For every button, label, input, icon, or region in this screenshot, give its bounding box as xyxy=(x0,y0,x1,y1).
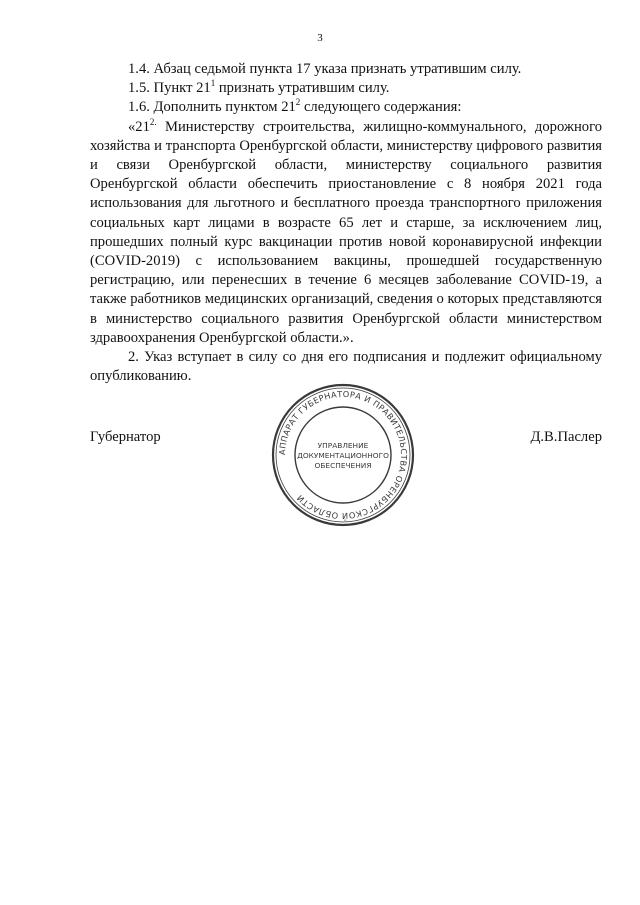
superscript: 1 xyxy=(210,78,216,89)
paragraph-1-5-rest: признать утратившим силу. xyxy=(215,80,390,97)
paragraph-1-6-rest: следующего содержания: xyxy=(300,99,462,116)
paragraph-1-6 xyxy=(90,98,602,117)
superscript: 2. xyxy=(149,116,157,127)
paragraph-2: 2. Указ вступает в силу со дня его подписания и подлежит официальному опубликованию. xyxy=(90,349,602,385)
stamp-line-2: ДОКУМЕНТАЦИОННОГО xyxy=(297,451,389,460)
document-body xyxy=(90,60,602,386)
stamp-ring-text: АППАРАТ ГУБЕРНАТОРА И ПРАВИТЕЛЬСТВА ОРЕНБУРГСКОЙ ОБЛАСТИ xyxy=(276,388,410,522)
page-number: 3 xyxy=(317,32,323,44)
quoted-paragraph-21-2 xyxy=(90,118,602,348)
paragraph-1-4: 1.4. Абзац седьмой пункта 17 указа признать утратившим силу. xyxy=(128,61,522,77)
quote-open: «21 xyxy=(128,118,150,135)
stamp-line-3: ОБЕСПЕЧЕНИЯ xyxy=(314,461,372,470)
quote-text: Министерству строительства, жилищно-коммунального, дорожного хозяйства и транспорта Оренбургской области, министерству цифрового развития и связи Оренбургской области, министерству социального развития Оренбургской области обеспечить приостановление с 8 ноября 2021 года использования для льготного и бесплатного проезда транспортного приложения социальных карт лицами в возрасте 65 лет и старше, за исключением лиц, прошедших полный курс вакцинации против новой коронавирусной инфекции (COVID-2019) с использованием вакцины, прошедшей государственную регистрацию, или перенесших в течение 6 месяцев заболевание COVID-19, а также работников медицинских организаций, сведения о которых представляются в министерство социального развития Оренбургской области министерством здравоохранения Оренбургской области.». xyxy=(90,118,602,346)
stamp-line-1: УПРАВЛЕНИЕ xyxy=(317,441,369,450)
signatory-title: Губернатор xyxy=(90,429,161,445)
official-stamp xyxy=(268,380,418,530)
signatory-name: Д.В.Паслер xyxy=(530,429,602,445)
paragraph-1-5-text: 1.5. Пункт 21 xyxy=(128,80,211,97)
paragraph-1-6-text: 1.6. Дополнить пунктом 21 xyxy=(128,99,296,116)
paragraph-1-5 xyxy=(90,79,602,98)
superscript: 2 xyxy=(295,97,301,108)
